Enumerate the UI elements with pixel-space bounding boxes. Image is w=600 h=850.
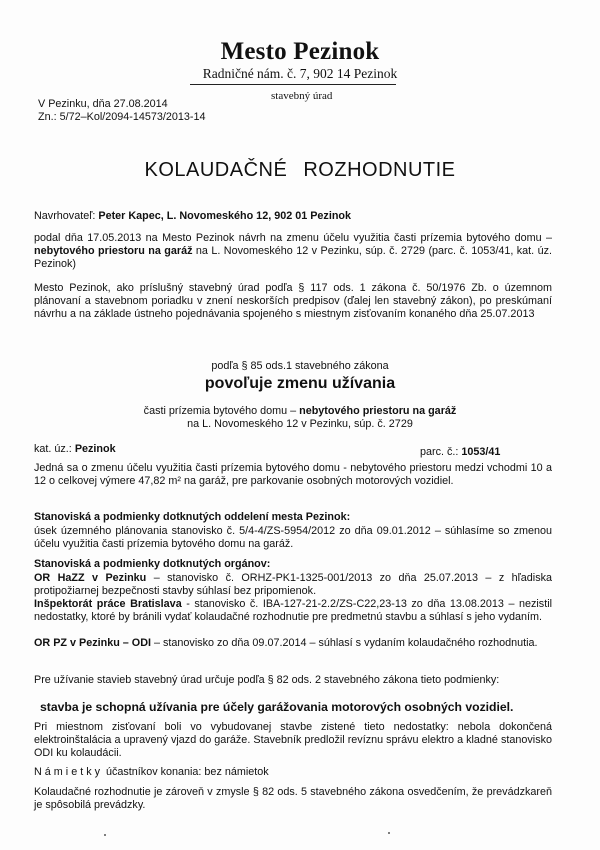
organ-text: - stanovisko č. IBA-127-21-2.2/ZS-C22,23-13 zo dňa 13.08.2013 – nezistil nedostatky, ktoré by bránili vydať kolaudačné rozhodnutie pre predmetnú stavbu a súhlasí s jeho vydaním. <box>34 598 553 623</box>
organ-opinions-heading: Stanoviská a podmienky dotknutých orgánov: <box>34 558 271 570</box>
objections-label: Námietky <box>34 766 103 778</box>
office-name: stavebný úrad <box>271 90 333 102</box>
organ-opinion-item <box>34 637 552 650</box>
organ-name: OR HaZZ v Pezinku <box>34 572 147 584</box>
cadastral-value: Pezinok <box>74 443 116 455</box>
scan-speck <box>104 834 106 836</box>
intro-text-1: podal dňa 17.05.2013 na Mesto Pezinok návrh na zmenu účelu využitia časti prízemia bytového domu – <box>34 232 552 244</box>
organ-name: Inšpektorát práce Bratislava <box>34 598 182 610</box>
place-date: V Pezinku, dňa 27.08.2014 <box>38 98 168 110</box>
description-paragraph: Jedná sa o zmenu účelu využitia časti prízemia bytového domu - nebytového priestoru medzi vchodmi 10 a 12 o celkovej výmere 47,82 m² na garáž, pre parkovanie osobných motorových vozidiel. <box>34 462 552 487</box>
cadastral-area <box>34 443 116 455</box>
authority-paragraph: Mesto Pezinok, ako príslušný stavebný úrad podľa § 117 ods. 1 zákona č. 50/1976 Zb. o územnom plánovaní a stavebnom poriadku v znení neskorších predpisov (ďalej len stavebný zákon), po preskúmaní návrhu a na základe ústneho pojednávania spojeného s miestnym zisťovaním konaného dňa 25.07.2013 <box>34 282 552 320</box>
conclusion: stavba je schopná užívania pre účely garážovania motorových osobných vozidiel. <box>40 700 514 714</box>
findings-paragraph: Pri miestnom zisťovaní boli vo vybudovanej stavbe zistené tieto nedostatky: nebola dokončená elektroinštalácia a upravený vjazd do garáže. Stavebník predložil revíznu správu elektro a kladné stanovisko ODI ku kolaudácii. <box>34 721 552 759</box>
organ-opinion-item <box>34 572 552 598</box>
organ-text: – stanovisko č. ORHZ-PK1-1325-001/2013 zo dňa 25.07.2013 – z hľadiska protipožiarnej bezpečnosti stavby súhlasí bez pripomienok. <box>34 572 552 597</box>
final-paragraph: Kolaudačné rozhodnutie je zároveň v zmysle § 82 ods. 5 stavebného zákona osvedčením, že prevádzkareň je spôsobilá prevádzky. <box>34 786 552 811</box>
decision-basis: podľa § 85 ods.1 stavebného zákona <box>211 360 389 372</box>
intro-text-2: na L. Novomeského 12 v Pezinku, súp. č. 2729 (parc. č. 1053/41, kat. úz. Pezinok) <box>34 244 552 270</box>
city-address: Radničné nám. č. 7, 902 14 Pezinok <box>202 66 398 81</box>
subject-bold: nebytového priestoru na garáž <box>299 405 457 417</box>
parcel-value: 1053/41 <box>461 446 501 458</box>
conditions-intro: Pre užívanie stavieb stavebný úrad určuje podľa § 82 ods. 2 stavebného zákona tieto podmienky: <box>34 674 500 686</box>
parcel-number <box>420 446 500 458</box>
intro-paragraph <box>34 232 552 270</box>
decision-verb: povoľuje zmenu užívania <box>204 375 396 392</box>
objections-text: účastníkov konania: bez námietok <box>103 766 269 778</box>
subject-text: časti prízemia bytového domu – <box>143 405 300 417</box>
organ-name: OR PZ v Pezinku – ODI <box>34 637 151 649</box>
proposer <box>34 210 552 223</box>
dept-opinions-heading: Stanoviská a podmienky dotknutých oddelení mesta Pezinok: <box>34 511 351 523</box>
header-rule <box>190 84 396 85</box>
scan-speck <box>388 832 390 834</box>
organ-text: – stanovisko zo dňa 09.07.2014 – súhlasí s vydaním kolaudačného rozhodnutia. <box>151 637 538 649</box>
organ-opinion-item <box>34 598 552 624</box>
decision-subject-line2: na L. Novomeského 12 v Pezinku, súp. č. 2729 <box>187 418 413 430</box>
city-name: Mesto Pezinok <box>220 38 380 65</box>
reference-number: Zn.: 5/72–Kol/2094-14573/2013-14 <box>38 111 206 123</box>
intro-bold: nebytového priestoru na garáž <box>34 244 193 257</box>
dept-opinions-text: úsek územného plánovania stanovisko č. 5/4-4/ZS-5954/2012 zo dňa 09.01.2012 – súhlasíme so zmenou účelu využitia časti prízemia bytového domu na garáž. <box>34 525 552 550</box>
document-title: KOLAUDAČNÉ ROZHODNUTIE <box>144 159 456 181</box>
cadastral-label: kat. úz.: <box>34 443 75 455</box>
decision-subject <box>0 405 600 418</box>
proposer-label: Navrhovateľ: <box>34 210 96 222</box>
parcel-label: parc. č.: <box>420 446 462 458</box>
objections <box>34 766 552 779</box>
proposer-value: Peter Kapec, L. Novomeského 12, 902 01 Pezinok <box>98 210 352 222</box>
